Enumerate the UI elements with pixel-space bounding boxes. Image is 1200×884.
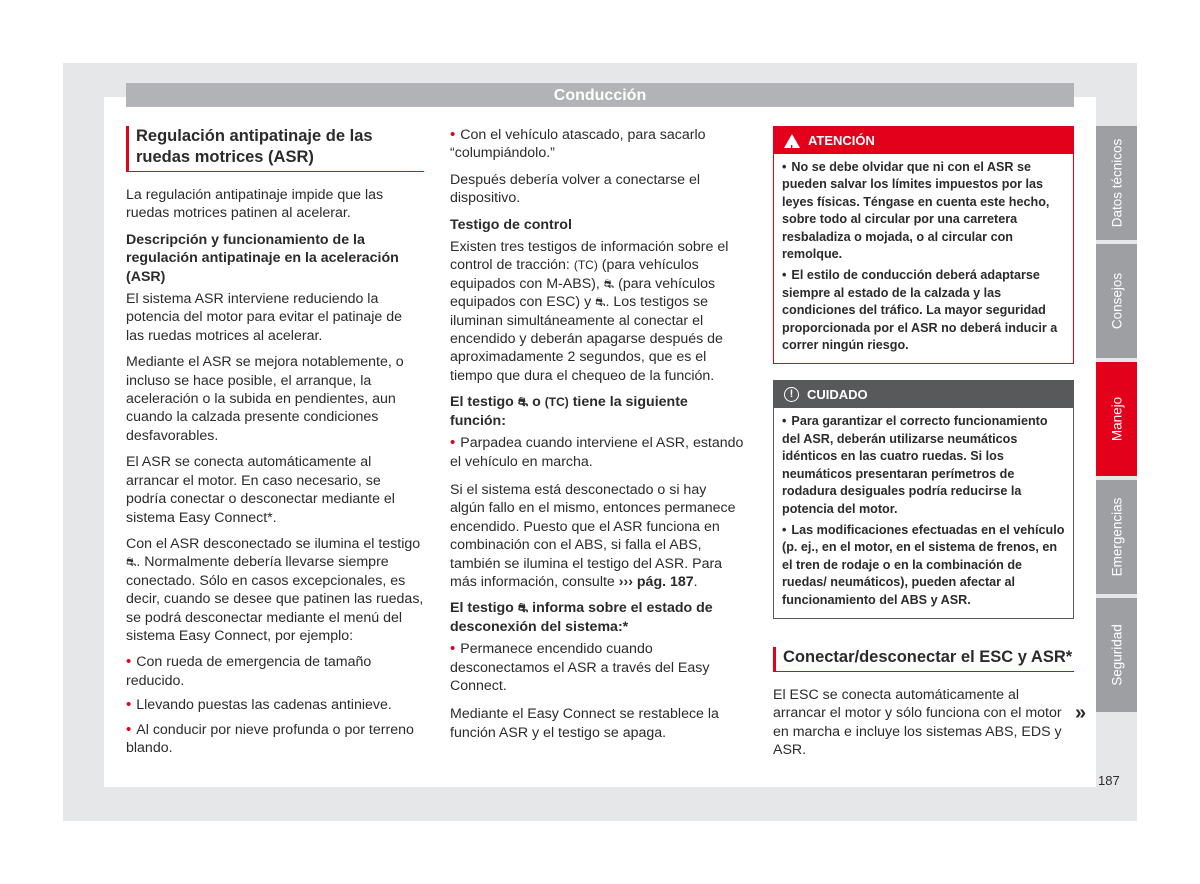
text-span: . Normalmente debería llevarse siempre conectado. Sólo en casos excepcionales, es decir, cuando se desee que patinen las ruedas, se podrá desconectar mediante el menú del sistema Easy Connect, por ejemplo: <box>126 554 424 644</box>
tab-label: Manejo <box>1109 396 1124 442</box>
text-span: El testigo <box>450 600 514 617</box>
list-item: • Con el vehículo atascado, para sacarlo “columpiándolo.” <box>450 126 744 163</box>
caution-item: • Las modificaciones efectuadas en el vehículo (p. ej., en el motor, en el sistema de frenos, en el tren de rodaje o en la combinación de ruedas/ neumáticos), pueden afectar al funcionamiento del ABS y ASR. <box>782 522 1065 609</box>
warning-header <box>774 127 1073 154</box>
text-span: El testigo <box>450 394 514 411</box>
caution-circle-icon: ! <box>784 387 799 402</box>
text-span: tiene la siguiente función: <box>450 394 688 429</box>
tab-label: Datos técnicos <box>1109 138 1124 228</box>
tab-emergencias[interactable] <box>1096 480 1137 594</box>
page-number: 187 <box>1098 773 1120 788</box>
paragraph <box>450 238 744 385</box>
esc-icon: ⛐ <box>603 276 615 291</box>
traction-control-icon: (TC) <box>573 258 598 273</box>
column-2 <box>450 126 744 750</box>
text-span: Si el sistema está desconectado o si hay algún fallo en el mismo, entonces permanece encendido. Puesto que el ASR funciona en combinación con el ABS, si falla el ABS, también se ilumina el testigo del ASR. Para más información, consulte <box>450 481 736 590</box>
paragraph: Mediante el Easy Connect se restablece la función ASR y el testigo se apaga. <box>450 706 719 741</box>
caution-header <box>774 381 1073 408</box>
caution-title: CUIDADO <box>807 387 868 403</box>
text-span: Con el ASR desconectado se ilumina el testigo <box>126 535 421 552</box>
warning-title: ATENCIÓN <box>808 133 875 148</box>
warning-body <box>774 154 1073 363</box>
caution-item: • Para garantizar el correcto funcionamiento del ASR, deberán utilizarse neumáticos idénticos en las cuatro ruedas. Si los neumáticos presentaran perímetros de rodadura desiguales podría reducirse la potencia del motor. <box>782 413 1065 517</box>
subheading-description: Descripción y funcionamiento de la regulación antipatinaje en la aceleración (ASR) <box>126 231 399 285</box>
column-3 <box>773 126 1074 768</box>
tab-label: Emergencias <box>1109 497 1124 577</box>
section-title-esc: Conectar/desconectar el ESC y ASR* <box>773 647 1074 672</box>
caution-box <box>773 380 1074 618</box>
warning-triangle-icon: ! <box>784 134 800 148</box>
tab-seguridad[interactable] <box>1096 598 1137 712</box>
paragraph: El sistema ASR interviene reduciendo la potencia del motor para evitar el patinaje de las ruedas motrices al acelerar. <box>126 291 403 344</box>
list-item: • Con rueda de emergencia de tamaño reducido. <box>126 653 424 690</box>
list-item: • Llevando puestas las cadenas antinieve. <box>126 696 424 714</box>
text-span: (para vehículos equipados con M-ABS), <box>450 257 699 292</box>
warning-box <box>773 126 1074 364</box>
continued-arrow-icon: » <box>1075 702 1087 724</box>
warning-item: • No se debe olvidar que ni con el ASR se pueden salvar los límites impuestos por las leyes físicas. Téngase en cuenta este hecho, sobre todo al circular por una carretera resbaladiza o mojada, o al circular con remolque. <box>782 159 1065 263</box>
tab-consejos[interactable] <box>1096 244 1137 358</box>
subheading-function <box>450 393 744 430</box>
tab-label: Consejos <box>1109 272 1124 330</box>
esc-icon: ⛐ <box>517 395 529 410</box>
traction-control-icon: (TC) <box>544 395 569 410</box>
paragraph: Después debería volver a conectarse el dispositivo. <box>450 171 700 207</box>
text-span: (para vehículos equipados con ESC) y <box>450 275 716 311</box>
subheading-warning-light: Testigo de control <box>450 216 572 233</box>
warning-item: • El estilo de conducción deberá adaptarse siempre al estado de la calzada y las condiciones del tráfico. La mayor seguridad proporcionada por el ASR no deberá inducir a correr ningún riesgo. <box>782 267 1065 354</box>
text-span: o <box>532 394 541 411</box>
caution-body <box>774 408 1073 617</box>
text-span: . Los testigos se iluminan simultáneamente al conectar el encendido y deberán apagarse después de aproximadamente 2 segundos, que es el tiempo que dura el chequeo de la función. <box>450 294 723 384</box>
list-item: • Parpadea cuando interviene el ASR, estando el vehículo en marcha. <box>450 434 744 471</box>
paragraph: El ASR se conecta automáticamente al arrancar el motor. En caso necesario, se podría conectar o desconectar mediante el sistema Easy Connect*. <box>126 454 395 526</box>
tab-datos-tecnicos[interactable] <box>1096 126 1137 240</box>
tab-manejo[interactable] <box>1096 362 1137 476</box>
column-1 <box>126 126 424 763</box>
chapter-tabs <box>1096 126 1137 716</box>
asr-off-icon: ⛐ <box>517 601 529 616</box>
paragraph: Si el sistema está desconectado o si hay algún fallo en el mismo, entonces permanece encendido. Puesto que el ASR funciona en combinación con el ABS, si falla el ABS, también se ilumina el testigo del ASR. Para más información, consulte ››› pág. 187. <box>450 481 736 590</box>
tab-label: Seguridad <box>1109 624 1124 686</box>
list-item: • Al conducir por nieve profunda o por terreno blando. <box>126 721 424 758</box>
chapter-header: Conducción <box>126 83 1074 107</box>
page-reference-link[interactable]: ››› pág. 187 <box>618 573 694 590</box>
text-span: informa sobre el estado de desconexión del sistema:* <box>450 600 713 635</box>
text-span: Existen tres testigos de información sobre el control de tracción: <box>450 239 729 274</box>
asr-off-warning-icon: ⛐ <box>126 555 137 570</box>
paragraph: El ESC se conecta automáticamente al arrancar el motor y sólo funciona con el motor en marcha e incluye los sistemas ABS, EDS y ASR. <box>773 686 1062 759</box>
subheading-disconnect <box>450 599 744 636</box>
asr-off-icon: ⛐ <box>595 295 606 310</box>
section-title-asr: Regulación antipatinaje de las ruedas motrices (ASR) <box>126 126 424 172</box>
intro-paragraph: La regulación antipatinaje impide que las ruedas motrices patinen al acelerar. <box>126 187 384 222</box>
paragraph <box>126 535 424 645</box>
paragraph: Mediante el ASR se mejora notablemente, o incluso se hace posible, el arranque, la aceleración o la subida en pendientes, aun cuando la calzada presente condiciones desfavorables. <box>126 354 404 444</box>
list-item: • Permanece encendido cuando desconectamos el ASR a través del Easy Connect. <box>450 640 744 695</box>
